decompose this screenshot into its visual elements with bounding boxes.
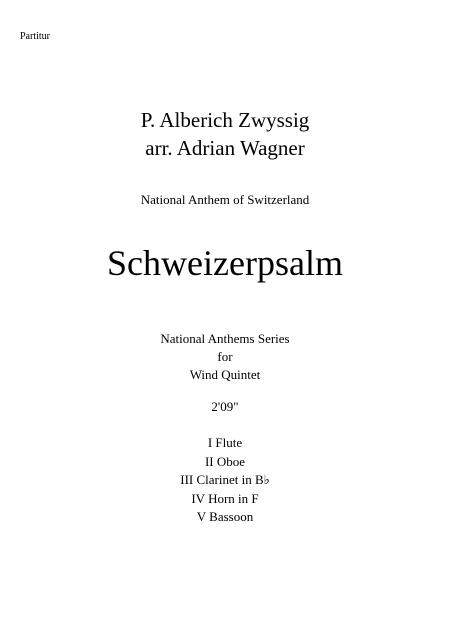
arranger-name: arr. Adrian Wagner [145, 136, 305, 160]
instrument-item: V Bassoon [196, 509, 254, 524]
series-name: National Anthems Series [160, 331, 290, 346]
instrument-item: IV Horn in F [191, 490, 259, 506]
partitur-label: Partitur [20, 31, 50, 42]
ensemble-name: Wind Quintet [189, 367, 261, 382]
composer-name: P. Alberich Zwyssig [140, 108, 310, 132]
instrument-item: III Clarinet in B♭ [180, 472, 270, 487]
piece-title: Schweizerpsalm [107, 243, 343, 283]
instrument-item: I Flute [207, 435, 243, 450]
series-for: for [217, 349, 233, 364]
subtitle: National Anthem of Switzerland [140, 192, 310, 207]
instrument-item: II Oboe [204, 453, 246, 469]
instrument-list [0, 434, 450, 527]
duration: 2'09" [211, 399, 239, 414]
